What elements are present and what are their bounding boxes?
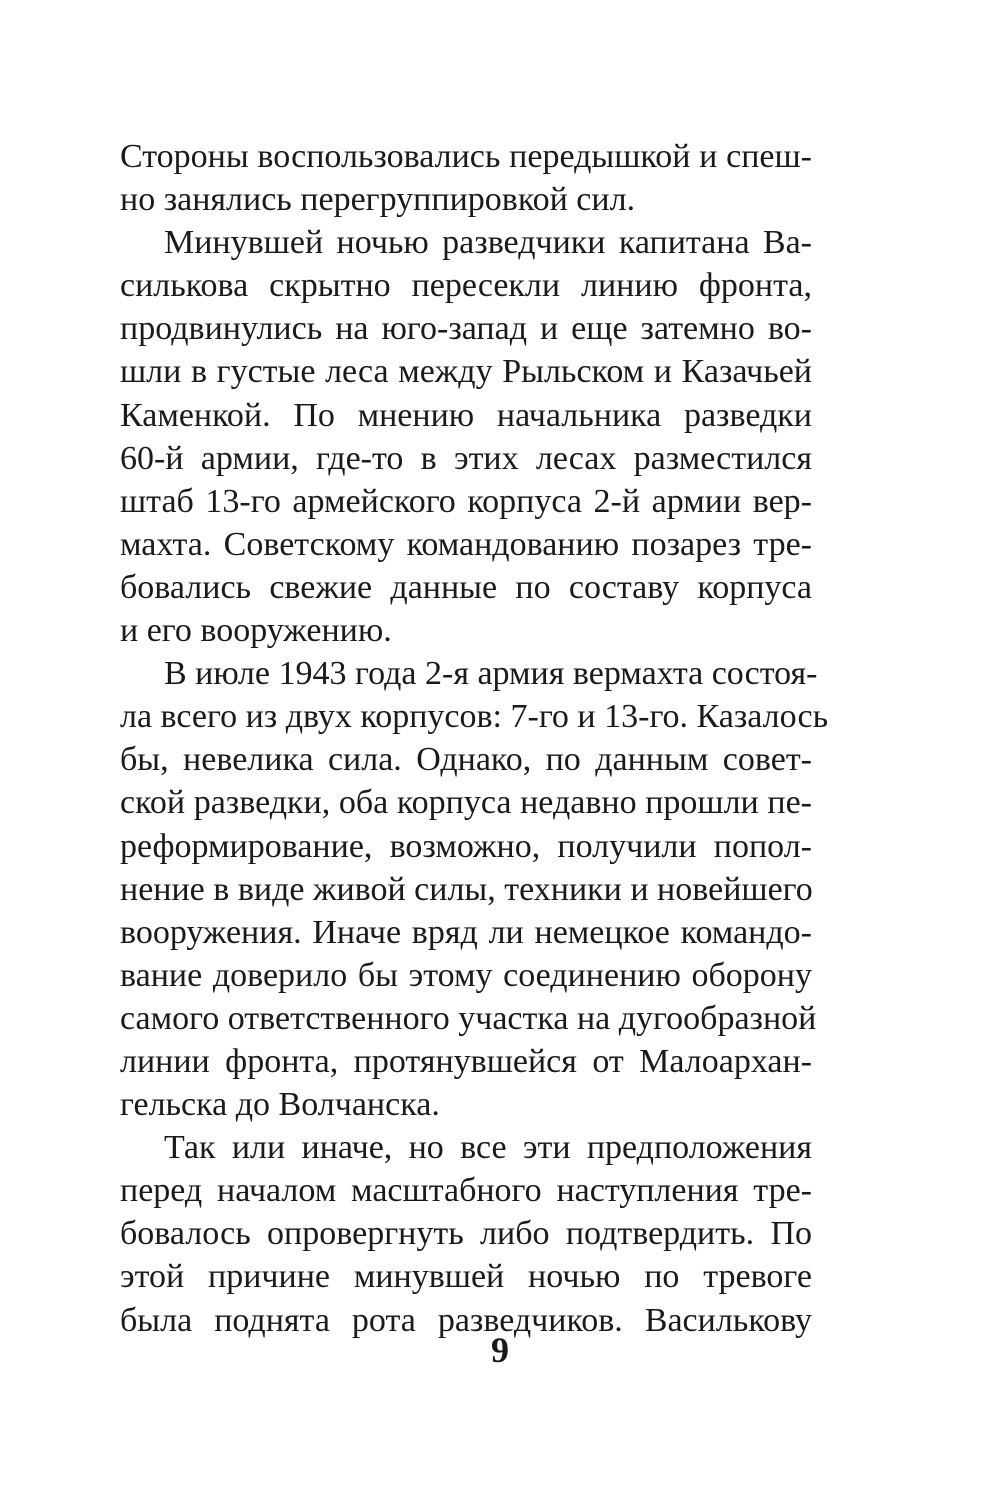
text-line: перед началом масштабного наступления тре- [120,1172,812,1210]
text-line: гельска до Волчанска. [120,1086,440,1124]
text-line: бовались свежие данные по составу корпуса [120,568,812,606]
text-line: бовалось опровергнуть либо подтвердить. По [120,1215,812,1253]
paragraph [120,652,829,1126]
text-line: шли в густые леса между Рыльском и Казачьей [120,353,812,391]
text-line: махта. Советскому командованию позарез тре- [120,525,812,563]
text-line: этой причине минувшей ночью по тревоге [120,1258,812,1296]
text-line: самого ответственного участка на дугообразной [120,999,817,1037]
text-line: штаб 13-го армейского корпуса 2-й армии вер- [120,482,812,520]
text-line: была поднята рота разведчиков. Василькову [120,1301,812,1339]
text-line: Каменкой. По мнению начальника разведки [120,396,812,434]
text-line: В июле 1943 года 2-я армия вермахта состоя- [164,655,818,693]
text-line: вооружения. Иначе вряд ли немецкое командо- [120,913,812,951]
paragraph [120,221,812,652]
text-line: Так или иначе, но все эти предположения [164,1129,812,1167]
paragraph [120,135,812,221]
text-line: линии фронта, протянувшейся от Малоархан- [120,1042,812,1080]
text-line: и его вооружению. [120,612,392,650]
text-line: ла всего из двух корпусов: 7-го и 13-го. Казалось [120,698,829,736]
text-line: нение в виде живой силы, техники и новейшего [120,870,813,908]
text-line: ской разведки, оба корпуса недавно прошли пе- [120,784,812,822]
text-line: вание доверило бы этому соединению оборону [120,956,812,994]
text-line: но занялись перегруппировкой сил. [120,181,636,219]
text-line: Минувшей ночью разведчики капитана Ва- [164,224,812,262]
page-number: 9 [491,1330,509,1370]
text-line: Стороны воспользовались передышкой и спеш- [120,138,812,175]
text-line: реформирование, возможно, получили попол- [120,827,812,865]
text-line: силькова скрытно пересекли линию фронта, [120,267,812,305]
paragraph [120,1126,812,1341]
text-line: 60-й армии, где-то в этих лесах разместился [120,439,812,477]
text-line: бы, невелика сила. Однако, по данным совет- [120,741,812,779]
text-line: продвинулись на юго-запад и еще затемно во- [120,310,812,348]
page-body [120,135,829,1342]
